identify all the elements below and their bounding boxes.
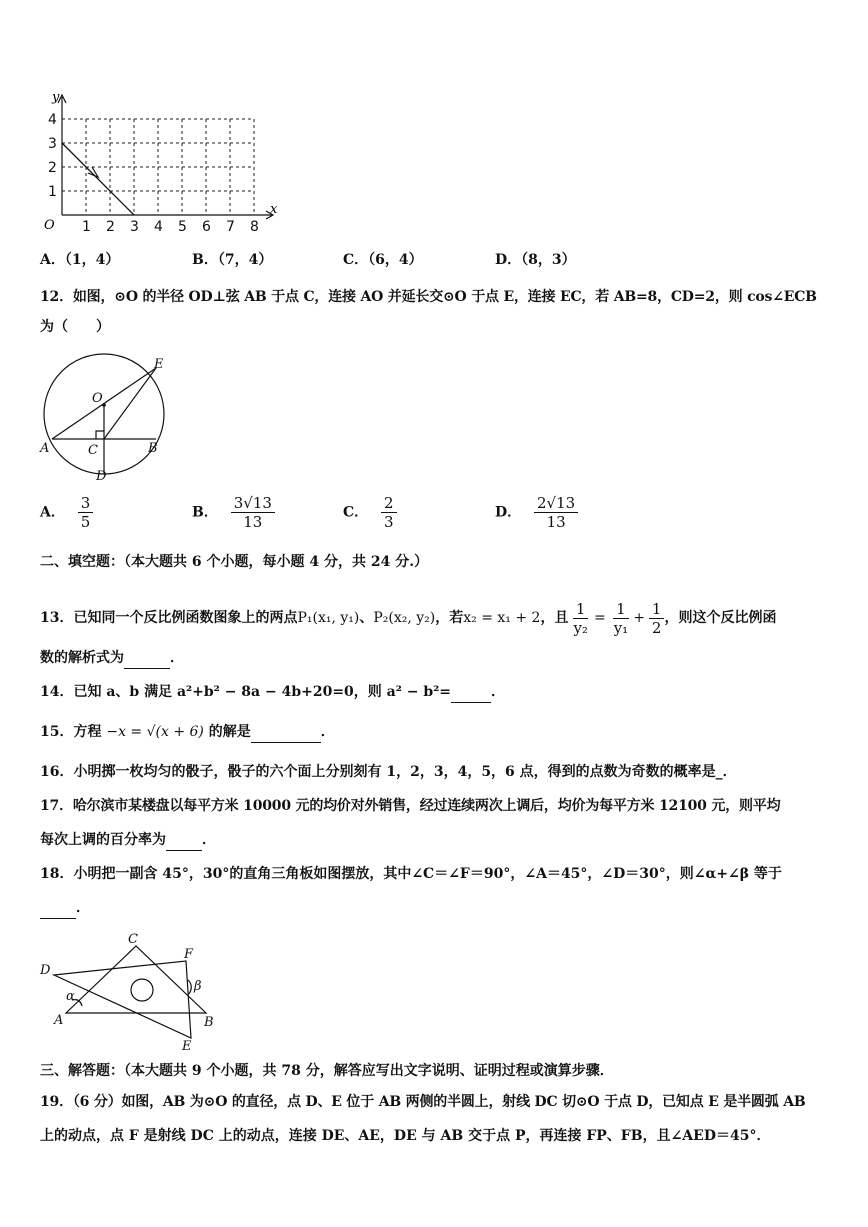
x-tick: 7 bbox=[226, 219, 235, 235]
fraction: $\frac{2√13}{13}$ bbox=[534, 494, 578, 531]
q12-circle-figure bbox=[36, 350, 176, 485]
label-c: C bbox=[88, 443, 98, 458]
q13-end: ． bbox=[170, 650, 184, 666]
fraction: $\frac{1}{\text{y₁}}$ bbox=[613, 599, 629, 637]
q19-line2: 上的动点，点 F 是射线 DC 上的动点，连接 DE、AE，DE 与 AB 交于点 P，再连接 FP、FB，且∠AED＝45°． bbox=[40, 1128, 771, 1144]
label-b: B bbox=[148, 441, 158, 456]
q13-text: 13．已知同一个反比例函数图象上的两点 bbox=[40, 610, 298, 626]
plus-sign: + bbox=[633, 610, 645, 626]
q15-text: 15．方程 bbox=[40, 724, 107, 740]
fraction: $\frac{1}{\text{y₂}}$ bbox=[573, 599, 588, 637]
label-a: A bbox=[54, 1013, 64, 1028]
y-tick: 4 bbox=[48, 112, 57, 128]
label-c: C bbox=[128, 932, 138, 947]
x-tick: 4 bbox=[154, 219, 163, 235]
q11-option-d[interactable] bbox=[495, 250, 576, 270]
q18-triangles-figure bbox=[36, 928, 226, 1053]
option-letter: D． bbox=[495, 504, 522, 521]
q11-option-a[interactable] bbox=[40, 250, 119, 270]
y-tick: 1 bbox=[48, 184, 57, 200]
x-tick: 2 bbox=[106, 219, 115, 235]
q14-text: 14．已知 a、b 满足 a²+b² − 8a − 4b+20=0，则 a² − b²= bbox=[40, 684, 452, 700]
option-letter: A． bbox=[40, 504, 65, 521]
label-beta: β bbox=[194, 979, 202, 994]
q13-text: ，且 bbox=[540, 610, 569, 626]
label-e: E bbox=[154, 357, 164, 372]
q13-line1 bbox=[40, 596, 776, 640]
option-text: （6，4） bbox=[368, 252, 423, 268]
line-ce bbox=[104, 368, 156, 439]
q13-text: ，则这个反比例函 bbox=[664, 610, 777, 626]
origin-label: O bbox=[44, 218, 55, 233]
coordinate-grid-figure bbox=[30, 85, 290, 235]
option-text: （1，4） bbox=[64, 252, 120, 268]
label-f: F bbox=[184, 947, 194, 962]
path-arrow-icon bbox=[88, 167, 98, 177]
q11-option-b[interactable] bbox=[192, 250, 272, 270]
x-tick: 6 bbox=[202, 219, 211, 235]
section2-title: 二、填空题：（本大题共 6 个小题，每小题 4 分，共 24 分.） bbox=[40, 554, 429, 570]
q13-point-p2: P₂(x₂, y₂) bbox=[373, 610, 436, 626]
label-e: E bbox=[182, 1039, 192, 1053]
q12-text-line1: 12．如图，⊙O 的半径 OD⊥弦 AB 于点 C，连接 AO 并延长交⊙O 于点 E，连接 EC，若 AB=8，CD=2，则 cos∠ECB bbox=[40, 289, 817, 305]
q12-text-line2: 为（ ） bbox=[40, 319, 110, 335]
option-letter: C． bbox=[343, 252, 369, 268]
option-text: （7，4） bbox=[217, 252, 273, 268]
right-angle-mark bbox=[96, 431, 104, 439]
path-line bbox=[62, 143, 134, 215]
q13-condition: x₂ = x₁ + 2 bbox=[463, 610, 541, 626]
q15-text: 的解是 bbox=[203, 724, 251, 740]
option-letter: B． bbox=[192, 504, 218, 521]
q18-line2 bbox=[40, 898, 90, 919]
q13-point-p1: P₁(x₁, y₁) bbox=[297, 610, 360, 626]
q15-end: ． bbox=[320, 724, 335, 740]
q16: 16．小明掷一枚均匀的骰子，骰子的六个面上分别刻有 1，2，3，4，5，6 点，得到的点数为奇数的概率是_． bbox=[40, 764, 737, 780]
fraction: $\frac{2}{3}$ bbox=[381, 494, 397, 531]
q15 bbox=[40, 722, 335, 743]
option-text: （8，3） bbox=[521, 252, 576, 268]
fraction: $\frac{1}{2}$ bbox=[649, 600, 665, 637]
equals-sign: = bbox=[593, 610, 606, 626]
q18-end: ． bbox=[76, 900, 90, 916]
y-tick: 3 bbox=[48, 136, 57, 152]
answer-blank[interactable] bbox=[451, 682, 491, 703]
q15-equation: −x = √(x + 6) bbox=[106, 724, 204, 740]
q13-text: 数的解析式为 bbox=[40, 650, 124, 666]
section3-title: 三、解答题：（本大题共 9 个小题，共 78 分，解答应写出文字说明、证明过程或演算步骤． bbox=[40, 1063, 614, 1079]
center-point bbox=[102, 403, 106, 407]
q13-separator: 、 bbox=[359, 610, 374, 626]
option-letter: B． bbox=[192, 252, 218, 268]
q13-text: ，若 bbox=[435, 610, 464, 626]
q13-line2 bbox=[40, 648, 184, 669]
option-letter: D． bbox=[495, 252, 522, 268]
answer-blank[interactable] bbox=[40, 898, 76, 919]
x-tick: 5 bbox=[178, 219, 187, 235]
answer-blank[interactable] bbox=[124, 648, 170, 669]
q17-line1: 17．哈尔滨市某楼盘以每平方米 10000 元的均价对外销售，经过连续两次上调后，均价为每平方米 12100 元，则平均 bbox=[40, 798, 781, 814]
x-tick: 8 bbox=[250, 219, 259, 235]
q17-end: ． bbox=[202, 832, 216, 848]
y-axis-label: y bbox=[52, 90, 60, 105]
q12-option-c[interactable] bbox=[343, 494, 397, 531]
label-alpha: α bbox=[66, 989, 75, 1004]
answer-blank[interactable] bbox=[166, 830, 202, 851]
q12-option-a[interactable] bbox=[40, 494, 93, 531]
option-letter: C． bbox=[343, 504, 369, 521]
grid-lines bbox=[62, 119, 254, 215]
fraction: $\frac{3√13}{13}$ bbox=[231, 494, 275, 531]
x-axis-label: x bbox=[270, 202, 278, 217]
label-d: D bbox=[40, 963, 51, 978]
label-b: B bbox=[204, 1015, 214, 1030]
q14 bbox=[40, 682, 505, 703]
label-o: O bbox=[92, 391, 103, 406]
x-tick: 3 bbox=[130, 219, 139, 235]
option-letter: A． bbox=[40, 252, 65, 268]
q18-line1: 18．小明把一副含 45°，30°的直角三角板如图摆放，其中∠C＝∠F＝90°，∠A＝45°，∠D＝30°，则∠α+∠β 等于 bbox=[40, 866, 782, 882]
q14-end: ． bbox=[491, 684, 506, 700]
label-a: A bbox=[40, 441, 50, 456]
q12-option-b[interactable] bbox=[192, 494, 275, 531]
fraction: $\frac{3}{5}$ bbox=[78, 494, 94, 531]
q17-line2 bbox=[40, 830, 216, 851]
answer-blank[interactable] bbox=[251, 722, 321, 743]
y-tick: 2 bbox=[48, 160, 57, 176]
hole-circle bbox=[131, 979, 153, 1001]
q17-text: 每次上调的百分率为 bbox=[40, 832, 166, 848]
q12-option-d[interactable] bbox=[495, 494, 578, 531]
q19-line1: 19．（6 分）如图，AB 为⊙O 的直径，点 D、E 位于 AB 两侧的半圆上，射线 DC 切⊙O 于点 D，已知点 E 是半圆弧 AB bbox=[40, 1094, 806, 1110]
q11-option-c[interactable] bbox=[343, 250, 423, 270]
label-d: D bbox=[96, 469, 107, 484]
x-tick: 1 bbox=[82, 219, 91, 235]
